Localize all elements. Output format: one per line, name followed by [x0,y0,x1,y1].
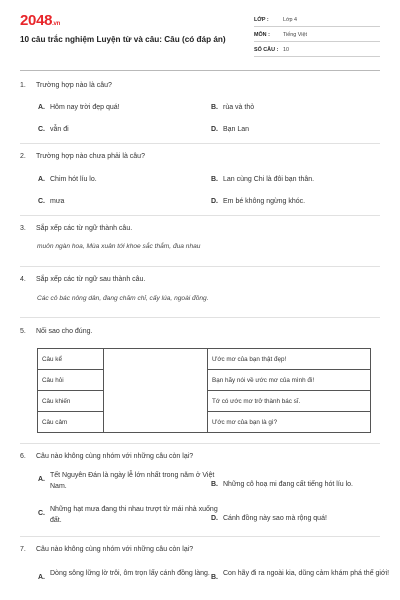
question-text: 1. Trường hợp nào là câu? [20,82,112,89]
match-left-cell[interactable]: Câu cảm [38,412,104,433]
question-text: 5. Nối sao cho đúng. [20,328,93,335]
meta-row-count [254,42,380,57]
question-divider [20,215,380,216]
match-connector-area[interactable] [104,349,208,433]
match-left-cell[interactable]: Câu khiến [38,391,104,412]
meta-value: Lớp 4 [283,17,298,23]
question-text: 7. Câu nào không cùng nhóm với những câu còn lại? [20,546,194,553]
question-divider [20,143,380,144]
match-left-cell[interactable]: Câu kể [38,349,104,370]
meta-row-subject [254,27,380,42]
question-divider [20,317,380,318]
question-divider [20,443,380,444]
word-list: muôn ngàn hoa, Mùa xuân tới khoe sắc thắm, đua nhau [37,243,201,250]
match-right-cell[interactable]: Ước mơ của bạn thật đẹp! [208,349,371,370]
meta-key: MÔN : [254,32,270,38]
meta-key: SỐ CÂU : [254,47,279,53]
header-divider [20,70,380,71]
match-right-cell[interactable]: Ước mơ của bạn là gì? [208,412,371,433]
site-logo[interactable]: 2048.vn [20,12,60,29]
match-right-cell[interactable]: Bạn hãy nói về ước mơ của mình đi! [208,370,371,391]
meta-value: 10 [283,47,289,53]
matching-table [37,348,371,433]
match-left-cell[interactable]: Câu hỏi [38,370,104,391]
question-text: 3. Sắp xếp các từ ngữ thành câu. [20,225,133,232]
meta-key: LỚP : [254,17,269,23]
meta-row-class [254,12,380,27]
question-text: 4. Sắp xếp các từ ngữ sau thành câu. [20,276,146,283]
question-text: 2. Trường hợp nào chưa phải là câu? [20,153,145,160]
match-right-cell[interactable]: Tớ có ước mơ trở thành bác sĩ. [208,391,371,412]
question-divider [20,266,380,267]
question-divider [20,536,380,537]
page-title: 10 câu trắc nghiệm Luyện từ và câu: Câu (có đáp án) [20,35,226,44]
question-text: 6. Câu nào không cùng nhóm với những câu còn lại? [20,453,194,460]
meta-info-box [254,12,380,57]
page-header [0,0,400,70]
word-list: Các cô bác nông dân, đang chăm chỉ, cấy lúa, ngoài đồng. [37,295,209,302]
table-row [38,349,371,370]
meta-value: Tiếng Việt [283,32,307,38]
